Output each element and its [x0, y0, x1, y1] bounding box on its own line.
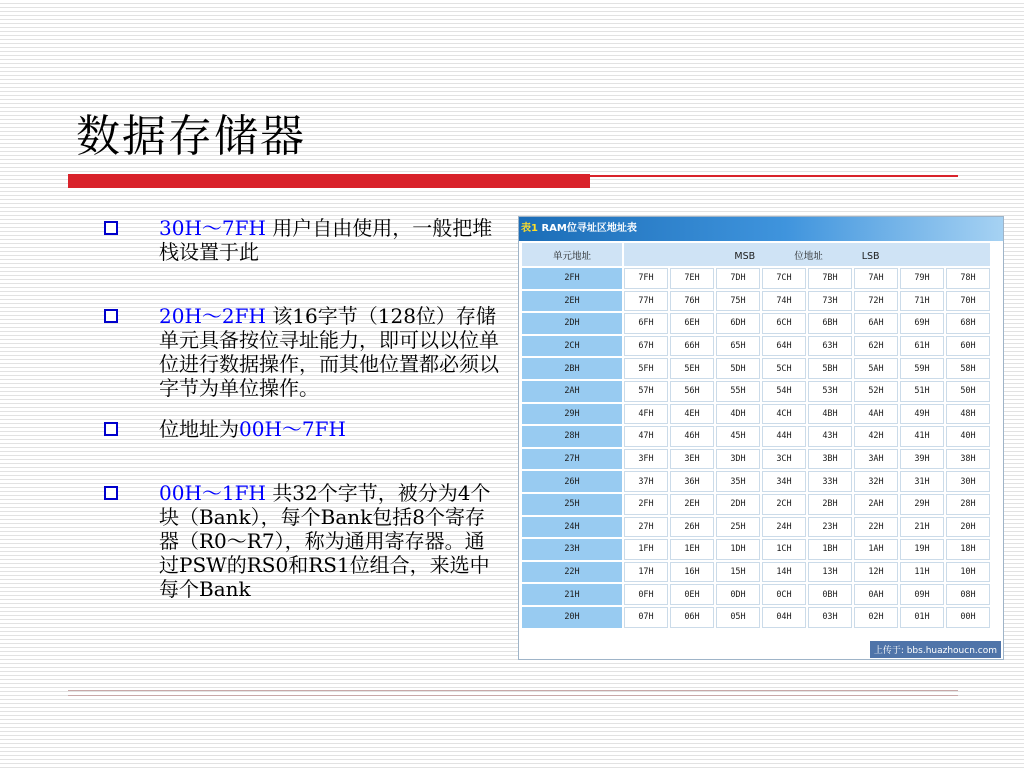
bit-address-cell: 0AH [854, 584, 898, 605]
table-row [522, 562, 990, 583]
bit-address-cell: 69H [900, 313, 944, 334]
header-msb: MSB [734, 250, 756, 262]
bit-address-cell: 63H [808, 336, 852, 357]
bit-address-cell: 14H [762, 562, 806, 583]
bit-address-cell: 72H [854, 291, 898, 312]
bit-address-cell: 65H [716, 336, 760, 357]
bit-address-cell: 43H [808, 426, 852, 447]
bit-address-cell: 6BH [808, 313, 852, 334]
bit-address-cell: 2FH [624, 494, 668, 515]
table-row [522, 471, 990, 492]
table-row [522, 358, 990, 379]
bit-address-cell: 02H [854, 607, 898, 628]
table-header-row [522, 243, 990, 266]
upload-watermark: 上传于: bbs.huazhoucn.com [870, 641, 1001, 658]
bit-address-cell: 3CH [762, 449, 806, 470]
bit-address-cell: 49H [900, 404, 944, 425]
bit-address-cell: 3BH [808, 449, 852, 470]
bit-address-cell: 21H [900, 517, 944, 538]
bit-address-cell: 15H [716, 562, 760, 583]
unit-address-cell: 22H [522, 562, 622, 583]
bit-address-cell: 50H [946, 381, 990, 402]
bit-address-cell: 0BH [808, 584, 852, 605]
bit-address-cell: 59H [900, 358, 944, 379]
bit-address-cell: 54H [762, 381, 806, 402]
table-row [522, 426, 990, 447]
table-caption-number: 表1 [521, 223, 538, 234]
bullet-item [104, 481, 504, 601]
bit-address-cell: 10H [946, 562, 990, 583]
bit-address-cell: 11H [900, 562, 944, 583]
bit-address-cell: 56H [670, 381, 714, 402]
table-row [522, 494, 990, 515]
header-lsb: LSB [861, 250, 880, 262]
bit-address-cell: 01H [900, 607, 944, 628]
title-underline-thick [68, 174, 590, 188]
ram-bit-address-table [520, 241, 992, 630]
title-underline-thin [590, 175, 958, 177]
bit-address-cell: 4BH [808, 404, 852, 425]
bit-address-cell: 60H [946, 336, 990, 357]
bit-address-cell: 68H [946, 313, 990, 334]
bit-address-cell: 28H [946, 494, 990, 515]
unit-address-cell: 2FH [522, 268, 622, 289]
bit-address-cell: 17H [624, 562, 668, 583]
bit-address-cell: 3AH [854, 449, 898, 470]
bit-address-cell: 74H [762, 291, 806, 312]
table-row [522, 291, 990, 312]
bullet-item [104, 417, 504, 441]
bit-address-cell: 04H [762, 607, 806, 628]
bit-address-cell: 71H [900, 291, 944, 312]
bit-address-cell: 27H [624, 517, 668, 538]
bullet-item [104, 216, 504, 264]
bit-address-cell: 53H [808, 381, 852, 402]
bit-address-cell: 25H [716, 517, 760, 538]
bit-address-cell: 22H [854, 517, 898, 538]
bit-address-cell: 0FH [624, 584, 668, 605]
bit-address-cell: 51H [900, 381, 944, 402]
unit-address-cell: 27H [522, 449, 622, 470]
bit-address-cell: 19H [900, 539, 944, 560]
bit-address-cell: 2DH [716, 494, 760, 515]
bit-address-cell: 66H [670, 336, 714, 357]
unit-address-cell: 28H [522, 426, 622, 447]
table-row [522, 584, 990, 605]
bit-address-cell: 3EH [670, 449, 714, 470]
bit-address-cell: 5FH [624, 358, 668, 379]
unit-address-cell: 24H [522, 517, 622, 538]
bit-address-cell: 7FH [624, 268, 668, 289]
bit-address-cell: 1DH [716, 539, 760, 560]
bit-address-cell: 1CH [762, 539, 806, 560]
bullet-text: 该16字节（128位）存储单元具备按位寻址能力，即可以以位单位进行数据操作，而其他位置都必须以字节为单位操作。 [159, 304, 499, 400]
bit-address-cell: 7AH [854, 268, 898, 289]
bit-address-cell: 05H [716, 607, 760, 628]
bit-address-cell: 06H [670, 607, 714, 628]
bit-address-cell: 0EH [670, 584, 714, 605]
bit-address-cell: 0DH [716, 584, 760, 605]
bit-address-cell: 5EH [670, 358, 714, 379]
table-row [522, 517, 990, 538]
bit-address-cell: 5BH [808, 358, 852, 379]
bit-address-cell: 7CH [762, 268, 806, 289]
header-bit-label: 位地址 [794, 250, 823, 262]
bit-address-cell: 36H [670, 471, 714, 492]
unit-address-cell: 2EH [522, 291, 622, 312]
bit-address-cell: 31H [900, 471, 944, 492]
bit-address-cell: 4FH [624, 404, 668, 425]
slide-title: 数据存储器 [76, 111, 306, 162]
unit-address-cell: 25H [522, 494, 622, 515]
unit-address-cell: 2BH [522, 358, 622, 379]
bit-address-cell: 2CH [762, 494, 806, 515]
bit-address-cell: 47H [624, 426, 668, 447]
unit-address-cell: 23H [522, 539, 622, 560]
bullet-text: 位地址为 [159, 417, 239, 441]
title-underline [68, 174, 958, 188]
footer-divider [68, 690, 958, 696]
bit-address-cell: 64H [762, 336, 806, 357]
bit-address-cell: 07H [624, 607, 668, 628]
unit-address-cell: 21H [522, 584, 622, 605]
bit-address-cell: 76H [670, 291, 714, 312]
bit-address-cell: 1FH [624, 539, 668, 560]
bit-address-cell: 48H [946, 404, 990, 425]
bit-address-cell: 7BH [808, 268, 852, 289]
bit-address-cell: 0CH [762, 584, 806, 605]
bit-address-cell: 16H [670, 562, 714, 583]
bit-address-cell: 00H [946, 607, 990, 628]
square-bullet-icon [104, 221, 118, 235]
bit-address-cell: 7DH [716, 268, 760, 289]
unit-address-cell: 29H [522, 404, 622, 425]
bit-address-cell: 39H [900, 449, 944, 470]
bit-address-cell: 67H [624, 336, 668, 357]
bit-address-cell: 61H [900, 336, 944, 357]
bit-address-cell: 1EH [670, 539, 714, 560]
bit-address-cell: 4DH [716, 404, 760, 425]
bullet-text: 用户自由使用，一般把堆栈设置于此 [159, 216, 493, 264]
bit-address-cell: 08H [946, 584, 990, 605]
bit-address-cell: 55H [716, 381, 760, 402]
table-row [522, 268, 990, 289]
address-range: 00H～1FH [159, 481, 266, 505]
bit-address-cell: 1AH [854, 539, 898, 560]
square-bullet-icon [104, 422, 118, 436]
bit-address-cell: 30H [946, 471, 990, 492]
bit-address-cell: 18H [946, 539, 990, 560]
bit-address-cell: 6AH [854, 313, 898, 334]
bit-address-cell: 3DH [716, 449, 760, 470]
bit-address-cell: 13H [808, 562, 852, 583]
bit-address-cell: 35H [716, 471, 760, 492]
bit-address-cell: 6EH [670, 313, 714, 334]
bullet-item [104, 304, 504, 400]
bit-address-cell: 75H [716, 291, 760, 312]
table-row [522, 449, 990, 470]
table-caption [519, 217, 1003, 241]
bit-address-cell: 6CH [762, 313, 806, 334]
unit-address-cell: 26H [522, 471, 622, 492]
table-row [522, 381, 990, 402]
bit-address-cell: 77H [624, 291, 668, 312]
bit-address-cell: 6FH [624, 313, 668, 334]
unit-address-cell: 2CH [522, 336, 622, 357]
bit-address-cell: 5AH [854, 358, 898, 379]
bit-address-cell: 20H [946, 517, 990, 538]
bit-address-cell: 32H [854, 471, 898, 492]
unit-address-cell: 2DH [522, 313, 622, 334]
bit-address-cell: 29H [900, 494, 944, 515]
unit-address-cell: 2AH [522, 381, 622, 402]
bullet-list [104, 216, 504, 601]
bit-address-cell: 4CH [762, 404, 806, 425]
address-range: 00H～7FH [239, 417, 346, 441]
header-bit-address [624, 243, 990, 266]
ram-bit-address-table-figure [518, 216, 1004, 660]
table-row [522, 539, 990, 560]
bit-address-cell: 78H [946, 268, 990, 289]
header-unit-address: 单元地址 [522, 243, 622, 266]
bit-address-cell: 38H [946, 449, 990, 470]
bit-address-cell: 09H [900, 584, 944, 605]
bit-address-cell: 24H [762, 517, 806, 538]
bit-address-cell: 7EH [670, 268, 714, 289]
bit-address-cell: 73H [808, 291, 852, 312]
bit-address-cell: 5DH [716, 358, 760, 379]
bit-address-cell: 40H [946, 426, 990, 447]
square-bullet-icon [104, 486, 118, 500]
bit-address-cell: 62H [854, 336, 898, 357]
bit-address-cell: 33H [808, 471, 852, 492]
unit-address-cell: 20H [522, 607, 622, 628]
bit-address-cell: 44H [762, 426, 806, 447]
bit-address-cell: 4EH [670, 404, 714, 425]
square-bullet-icon [104, 309, 118, 323]
bit-address-cell: 79H [900, 268, 944, 289]
bit-address-cell: 23H [808, 517, 852, 538]
bit-address-cell: 4AH [854, 404, 898, 425]
address-range: 20H～2FH [159, 304, 266, 328]
bit-address-cell: 46H [670, 426, 714, 447]
bit-address-cell: 1BH [808, 539, 852, 560]
bit-address-cell: 42H [854, 426, 898, 447]
bit-address-cell: 2EH [670, 494, 714, 515]
bit-address-cell: 2AH [854, 494, 898, 515]
bit-address-cell: 6DH [716, 313, 760, 334]
bit-address-cell: 3FH [624, 449, 668, 470]
bit-address-cell: 5CH [762, 358, 806, 379]
bit-address-cell: 52H [854, 381, 898, 402]
address-range: 30H～7FH [159, 216, 266, 240]
table-row [522, 336, 990, 357]
table-row [522, 313, 990, 334]
bit-address-cell: 03H [808, 607, 852, 628]
bit-address-cell: 45H [716, 426, 760, 447]
bit-address-cell: 34H [762, 471, 806, 492]
bit-address-cell: 2BH [808, 494, 852, 515]
bit-address-cell: 26H [670, 517, 714, 538]
bit-address-cell: 70H [946, 291, 990, 312]
table-row [522, 607, 990, 628]
bit-address-cell: 57H [624, 381, 668, 402]
bullet-text: 共32个字节，被分为4个块（Bank），每个Bank包括8个寄存器（R0～R7），称为通用寄存器。通过PSW的RS0和RS1位组合，来选中每个Bank [159, 481, 491, 601]
table-caption-text: RAM位寻址区地址表 [537, 223, 637, 234]
bit-address-cell: 41H [900, 426, 944, 447]
bit-address-cell: 12H [854, 562, 898, 583]
bit-address-cell: 58H [946, 358, 990, 379]
table-row [522, 404, 990, 425]
bit-address-cell: 37H [624, 471, 668, 492]
